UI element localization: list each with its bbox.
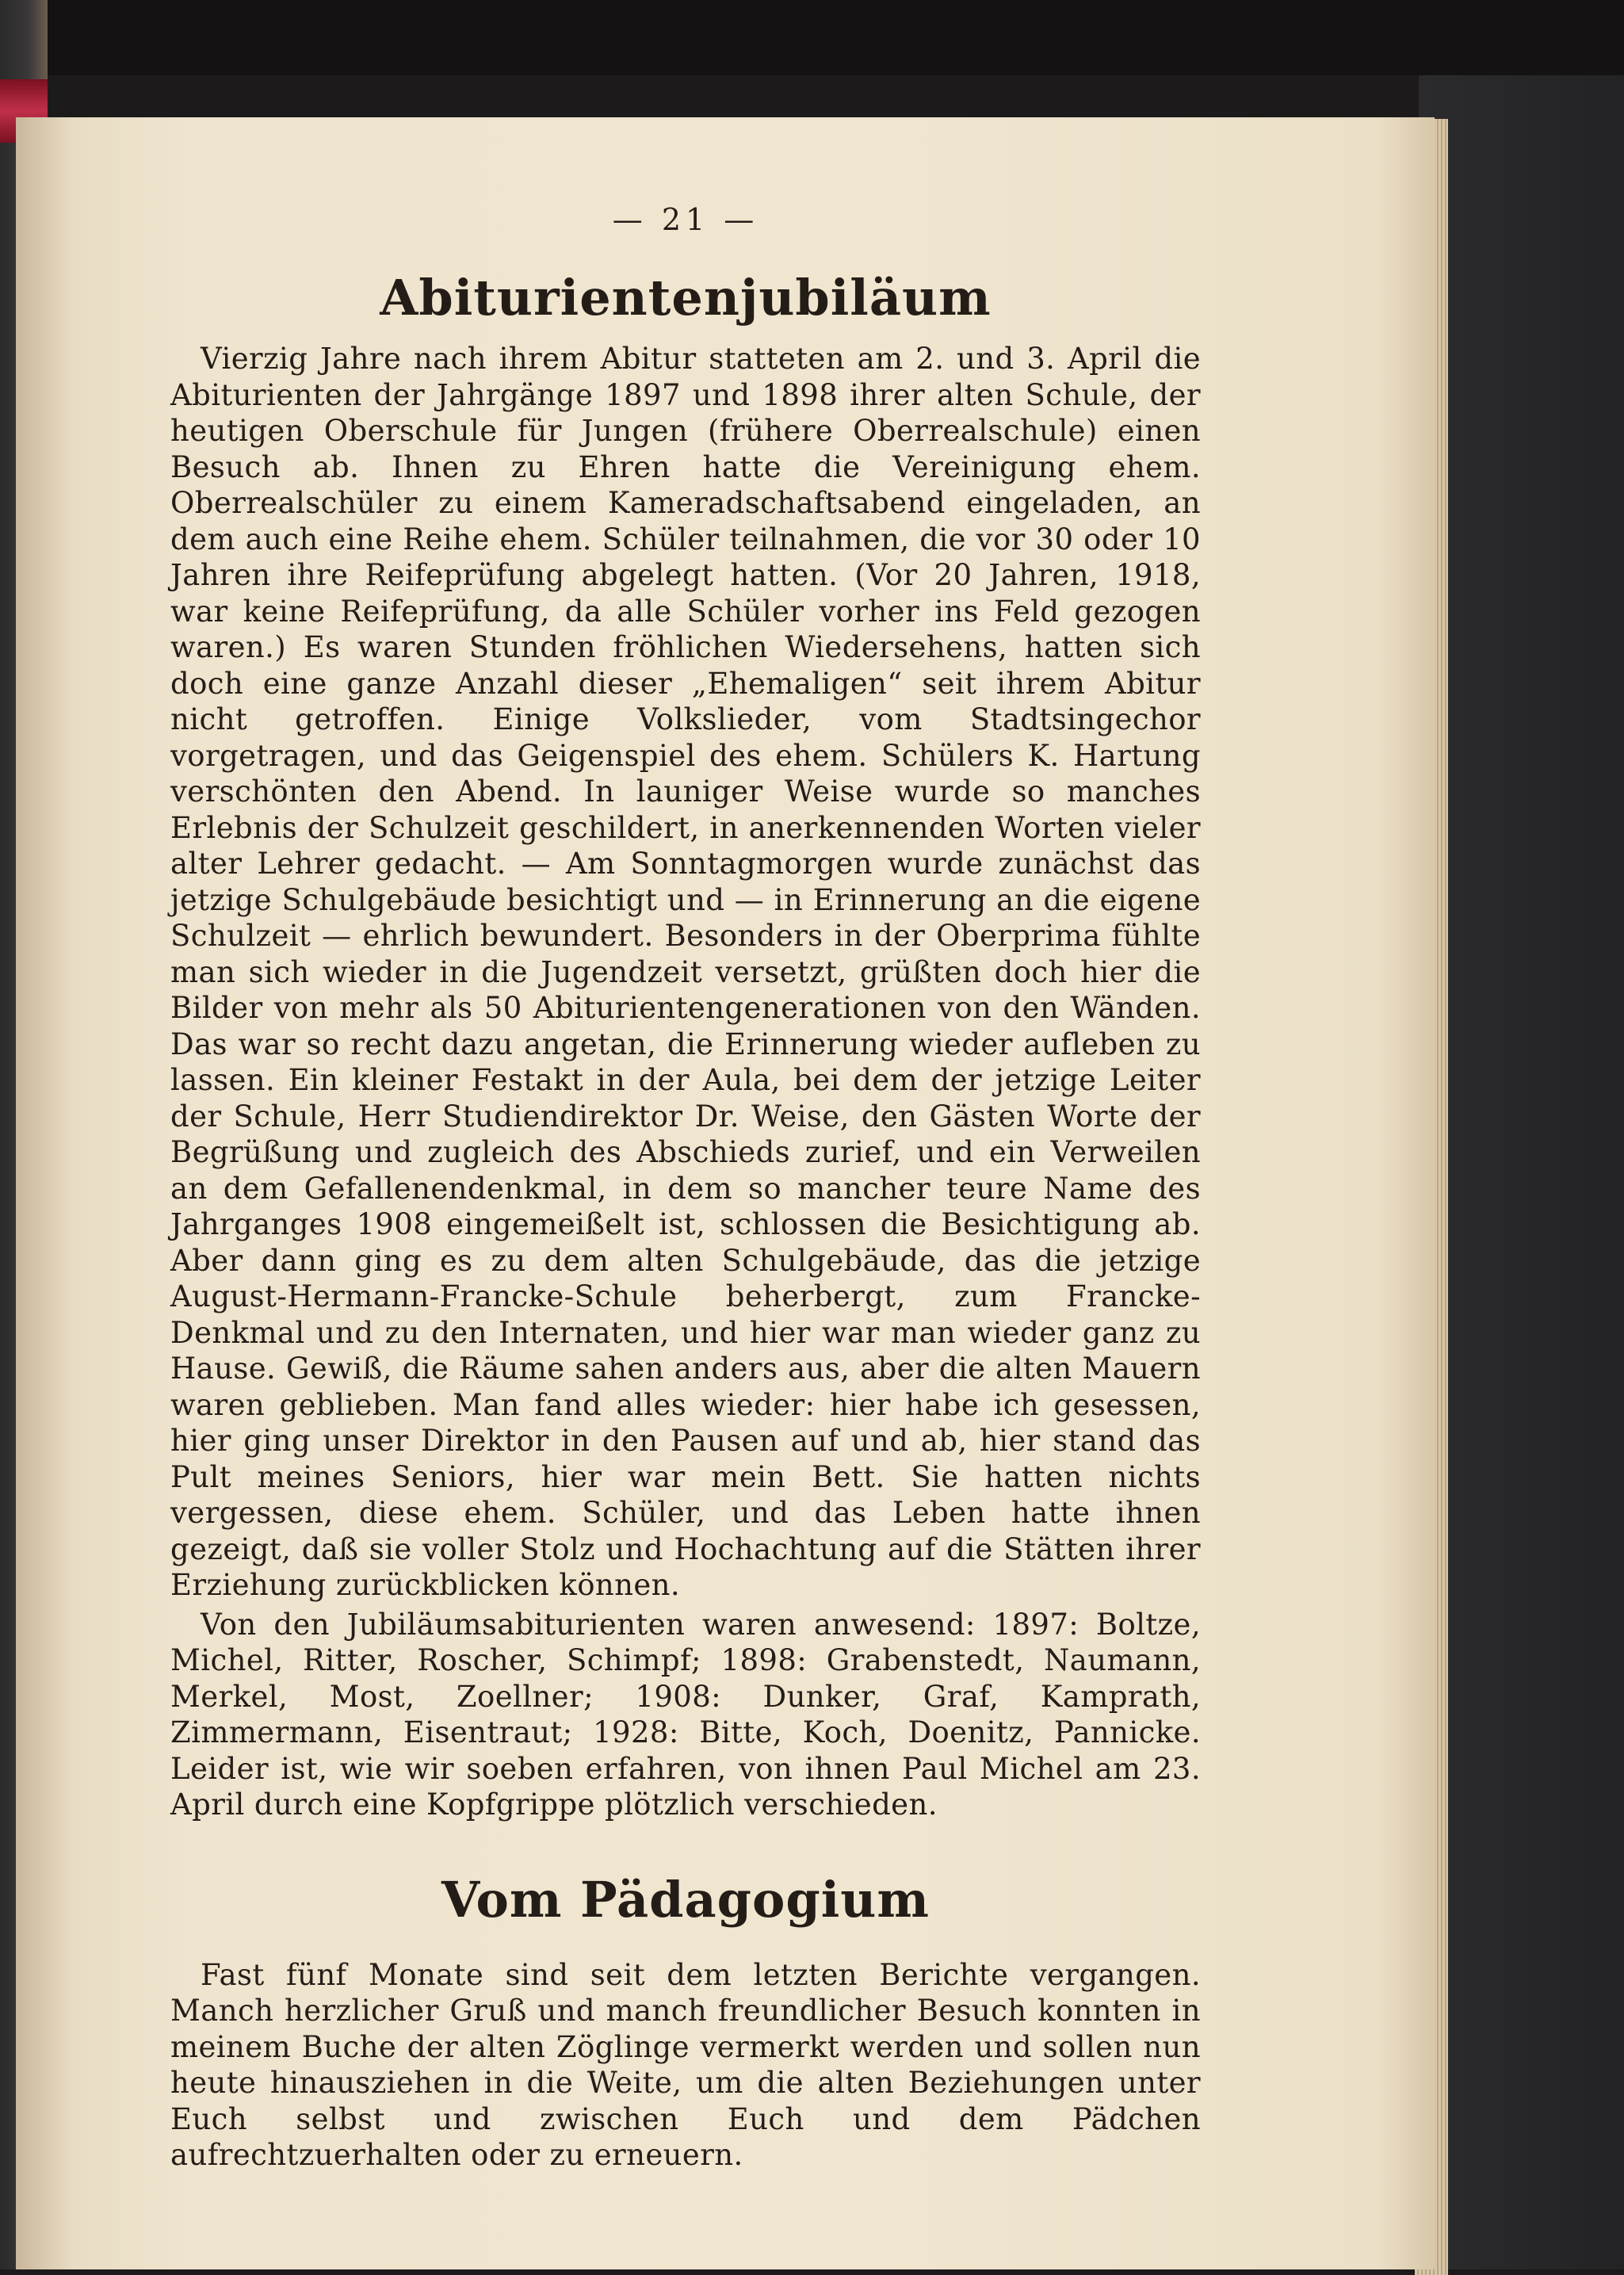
scanner-background — [0, 0, 1624, 75]
paragraph: Fast fünf Monate sind seit dem letzten Berichte vergangen. Manch herzlicher Gruß und manch freundlicher Besuch konnten in meinem Buche der alten Zöglinge vermerkt werden und sollen nun heute hinausziehen in die Weite, um die alten Beziehungen unter Euch selbst und zwischen Euch und dem Pädchen aufrechtzuerhalten oder zu erneuern. — [170, 1957, 1201, 2172]
section-title-abiturientenjubilaeum: Abiturientenjubiläum — [380, 269, 992, 327]
page-content — [170, 202, 1201, 2174]
paragraph: Vierzig Jahre nach ihrem Abitur statteten am 2. und 3. April die Abiturienten der Jahrgänge 1897 und 1898 ihrer alten Schule, der heutigen Oberschule für Jungen (frühere Oberrealschule) einen Besuch ab. Ihnen zu Ehren hatte die Vereinigung ehem. Oberrealschüler zu einem Kameradschaftsabend eingeladen, an dem auch eine Reihe ehem. Schüler teilnahmen, die vor 30 oder 10 Jahren ihre Reifeprüfung abgelegt hatten. (Vor 20 Jahren, 1918, war keine Reifeprüfung, da alle Schüler vorher ins Feld gezogen waren.) Es waren Stunden fröhlichen Wiedersehens, hatten sich doch eine ganze Anzahl dieser „Ehemaligen“ seit ihrem Abitur nicht getroffen. Einige Volkslieder, vom Stadtsingechor vorgetragen, und das Geigenspiel des ehem. Schülers K. Hartung verschönten den Abend. In launiger Weise wurde so manches Erlebnis der Schulzeit geschildert, in anerkennenden Worten vieler alter Lehrer gedacht. — Am Sonntagmorgen wurde zunächst das jetzige Schulgebäude besichtigt und — in Erinnerung an die eigene Schulzeit — ehrlich bewundert. Besonders in der Oberprima fühlte man sich wieder in die Jugendzeit versetzt, grüßten doch hier die Bilder von mehr als 50 Abiturientengenerationen von den Wänden. Das war so recht dazu angetan, die Erinnerung wieder aufleben zu lassen. Ein kleiner Festakt in der Aula, bei dem der jetzige Leiter der Schule, Herr Studiendirektor Dr. Weise, den Gästen Worte der Begrüßung und zugleich des Abschieds zurief, und ein Verweilen an dem Gefallenendenkmal, in dem so mancher teure Name des Jahrganges 1908 eingemeißelt ist, schlossen die Besichtigung ab. Aber dann ging es zu dem alten Schulgebäude, das die jetzige August-Hermann-Francke-Schule beherbergt, zum Francke-Denkmal und zu den Internaten, und hier war man wieder ganz zu Hause. Gewiß, die Räume sahen anders aus, aber die alten Mauern waren geblieben. Man fand alles wieder: hier habe ich gesessen, hier ging unser Direktor in den Pausen auf und ab, hier stand das Pult meines Seniors, hier war mein Bett. Sie hatten nichts vergessen, diese ehem. Schüler, und das Leben hatte ihnen gezeigt, daß sie voller Stolz und Hochachtung auf die Stätten ihrer Erziehung zurückblicken können. — [170, 342, 1201, 1602]
paragraph: Von den Jubiläumsabiturienten waren anwesend: 1897: Boltze, Michel, Ritter, Roscher, Schimpf; 1898: Grabenstedt, Naumann, Merkel, Most, Zoellner; 1908: Dunker, Graf, Kamprath, Zimmermann, Eisentraut; 1928: Bitte, Koch, Doenitz, Pannicke. Leider ist, wie wir soeben erfahren, von ihnen Paul Michel am 23. April durch eine Kopfgrippe plötzlich verschieden. — [170, 1607, 1201, 1822]
page-number: — 21 — — [612, 202, 759, 237]
section-title-vom-paedagogium: Vom Pädagogium — [441, 1870, 930, 1929]
book-cover-right — [1419, 75, 1624, 2269]
